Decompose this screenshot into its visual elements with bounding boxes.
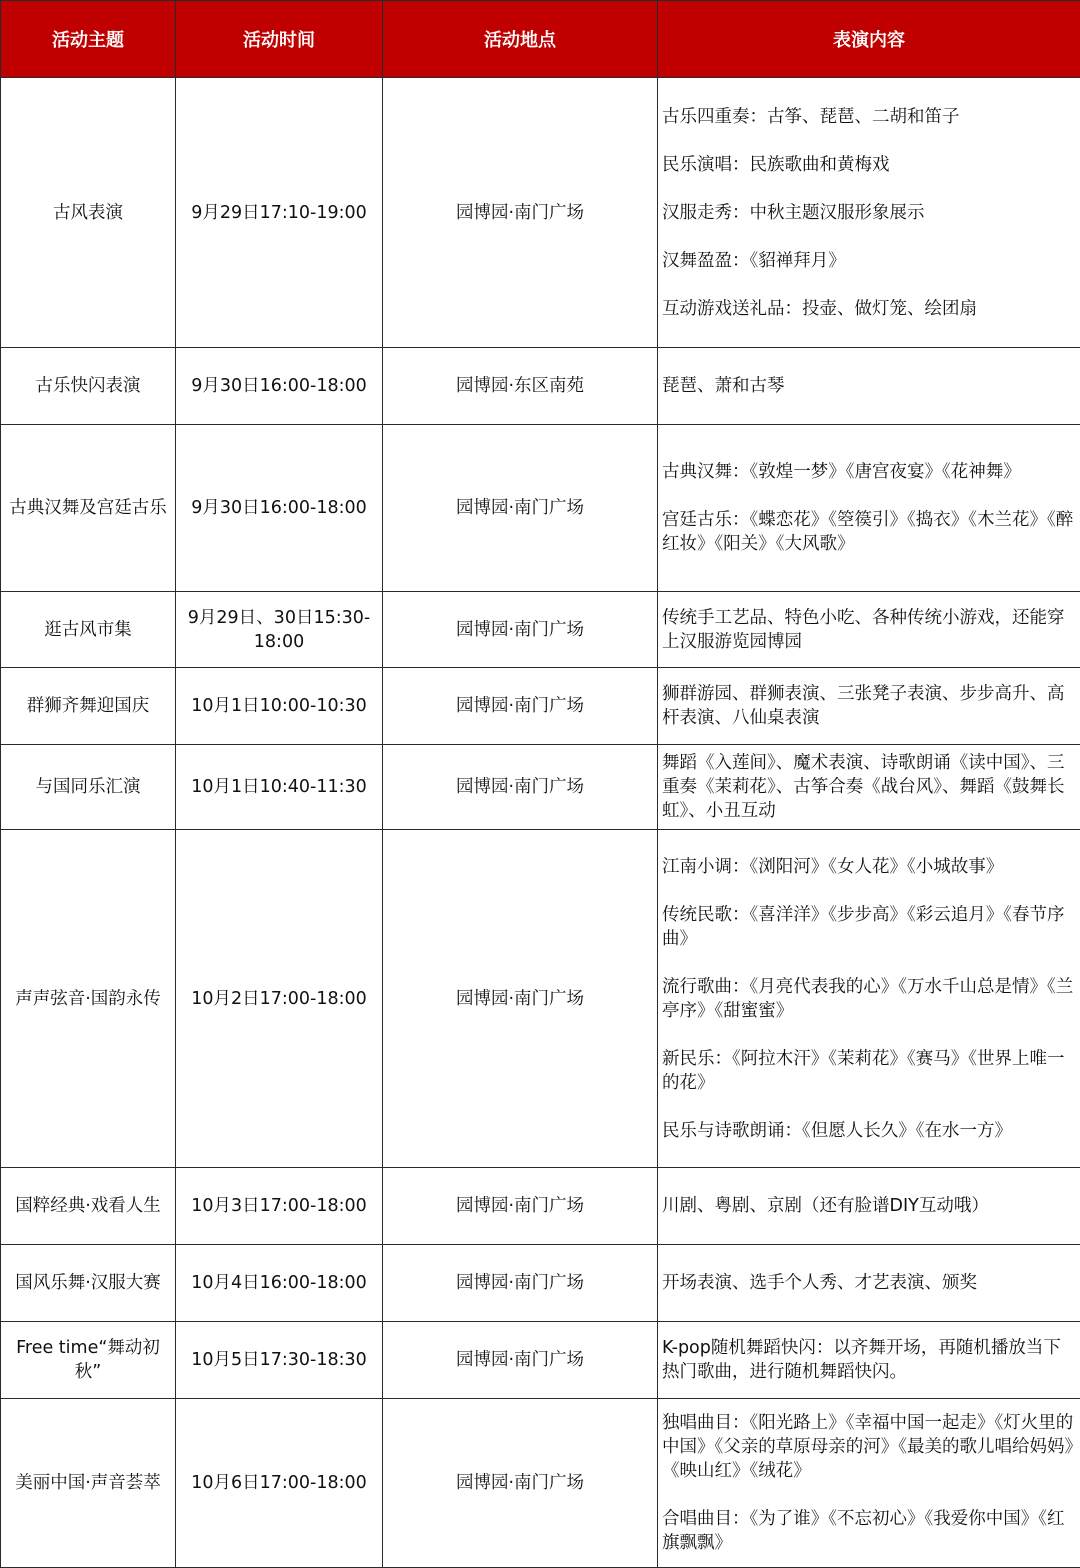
cell-place: 园博园·南门广场 (383, 745, 658, 830)
content-line: 舞蹈《入莲间》、魔术表演、诗歌朗诵《读中国》、三重奏《茉莉花》、古筝合奏《战台风》、舞蹈《鼓舞长虹》、小丑互动 (662, 751, 1074, 823)
cell-content (658, 830, 1080, 1168)
cell-time: 9月30日16:00-18:00 (176, 348, 383, 425)
table-row (1, 830, 1080, 1168)
table-row (1, 745, 1080, 830)
cell-time: 10月6日17:00-18:00 (176, 1399, 383, 1568)
content-line: 川剧、粤剧、京剧（还有脸谱DIY互动哦） (662, 1194, 1074, 1218)
content-line: 传统民歌：《喜洋洋》《步步高》《彩云追月》《春节序曲》 (662, 903, 1074, 951)
table-row (1, 592, 1080, 668)
cell-theme: 声声弦音·国韵永传 (1, 830, 176, 1168)
header-theme: 活动主题 (1, 1, 176, 78)
cell-content (658, 78, 1080, 348)
cell-time: 9月29日17:10-19:00 (176, 78, 383, 348)
content-line: 汉服走秀：中秋主题汉服形象展示 (662, 201, 1074, 225)
table-row (1, 348, 1080, 425)
cell-time: 10月5日17:30-18:30 (176, 1322, 383, 1399)
table-row (1, 1322, 1080, 1399)
content-line: 琵琶、萧和古琴 (662, 374, 1074, 398)
cell-theme: 古风表演 (1, 78, 176, 348)
cell-content (658, 1168, 1080, 1245)
cell-theme: 与国同乐汇演 (1, 745, 176, 830)
cell-theme: Free time“舞动初秋” (1, 1322, 176, 1399)
cell-place: 园博园·南门广场 (383, 592, 658, 668)
cell-theme: 古典汉舞及宫廷古乐 (1, 425, 176, 592)
content-line: 民乐演唱：民族歌曲和黄梅戏 (662, 153, 1074, 177)
cell-place: 园博园·南门广场 (383, 1322, 658, 1399)
content-line: 互动游戏送礼品：投壶、做灯笼、绘团扇 (662, 297, 1074, 321)
cell-content (658, 668, 1080, 745)
header-content: 表演内容 (658, 1, 1080, 78)
table-row (1, 78, 1080, 348)
table-row (1, 668, 1080, 745)
table-row (1, 1245, 1080, 1322)
content-line: 古典汉舞：《敦煌一梦》《唐宫夜宴》《花神舞》 (662, 460, 1074, 484)
content-line: 独唱曲目：《阳光路上》《幸福中国一起走》《灯火里的中国》《父亲的草原母亲的河》《最美的歌儿唱给妈妈》《映山红》《绒花》 (662, 1411, 1074, 1483)
cell-place: 园博园·南门广场 (383, 1245, 658, 1322)
content-line: 民乐与诗歌朗诵：《但愿人长久》《在水一方》 (662, 1119, 1074, 1143)
content-line: 传统手工艺品、特色小吃、各种传统小游戏，还能穿上汉服游览园博园 (662, 606, 1074, 654)
cell-theme: 美丽中国·声音荟萃 (1, 1399, 176, 1568)
cell-time: 9月30日16:00-18:00 (176, 425, 383, 592)
cell-theme: 国风乐舞·汉服大赛 (1, 1245, 176, 1322)
content-line: 狮群游园、群狮表演、三张凳子表演、步步高升、高杆表演、八仙桌表演 (662, 682, 1074, 730)
cell-content (658, 1322, 1080, 1399)
cell-time: 9月29日、30日15:30-18:00 (176, 592, 383, 668)
cell-content (658, 1245, 1080, 1322)
cell-place: 园博园·东区南苑 (383, 348, 658, 425)
cell-theme: 群狮齐舞迎国庆 (1, 668, 176, 745)
content-line: K-pop随机舞蹈快闪：以齐舞开场，再随机播放当下热门歌曲，进行随机舞蹈快闪。 (662, 1336, 1074, 1384)
cell-content (658, 425, 1080, 592)
cell-content (658, 592, 1080, 668)
cell-content (658, 1399, 1080, 1568)
cell-theme: 逛古风市集 (1, 592, 176, 668)
content-line: 合唱曲目：《为了谁》《不忘初心》《我爱你中国》《红旗飘飘》 (662, 1507, 1074, 1555)
cell-content (658, 745, 1080, 830)
cell-time: 10月3日17:00-18:00 (176, 1168, 383, 1245)
cell-place: 园博园·南门广场 (383, 425, 658, 592)
header-time: 活动时间 (176, 1, 383, 78)
content-line: 江南小调：《浏阳河》《女人花》《小城故事》 (662, 855, 1074, 879)
header-place: 活动地点 (383, 1, 658, 78)
cell-place: 园博园·南门广场 (383, 668, 658, 745)
content-line: 汉舞盈盈：《貂禅拜月》 (662, 249, 1074, 273)
cell-content (658, 348, 1080, 425)
table-row (1, 1399, 1080, 1568)
cell-time: 10月4日16:00-18:00 (176, 1245, 383, 1322)
cell-place: 园博园·南门广场 (383, 1399, 658, 1568)
cell-place: 园博园·南门广场 (383, 1168, 658, 1245)
content-line: 新民乐：《阿拉木汗》《茉莉花》《赛马》《世界上唯一的花》 (662, 1047, 1074, 1095)
content-line: 宫廷古乐：《蝶恋花》《箜篌引》《捣衣》《木兰花》《醉红妆》《阳关》《大风歌》 (662, 508, 1074, 556)
cell-place: 园博园·南门广场 (383, 830, 658, 1168)
cell-theme: 国粹经典·戏看人生 (1, 1168, 176, 1245)
content-line: 古乐四重奏：古筝、琵琶、二胡和笛子 (662, 105, 1074, 129)
table-row (1, 1168, 1080, 1245)
cell-theme: 古乐快闪表演 (1, 348, 176, 425)
cell-time: 10月2日17:00-18:00 (176, 830, 383, 1168)
table-row (1, 425, 1080, 592)
cell-time: 10月1日10:40-11:30 (176, 745, 383, 830)
header-row (1, 1, 1080, 78)
cell-time: 10月1日10:00-10:30 (176, 668, 383, 745)
content-line: 流行歌曲：《月亮代表我的心》《万水千山总是情》《兰亭序》《甜蜜蜜》 (662, 975, 1074, 1023)
content-line: 开场表演、选手个人秀、才艺表演、颁奖 (662, 1271, 1074, 1295)
cell-place: 园博园·南门广场 (383, 78, 658, 348)
